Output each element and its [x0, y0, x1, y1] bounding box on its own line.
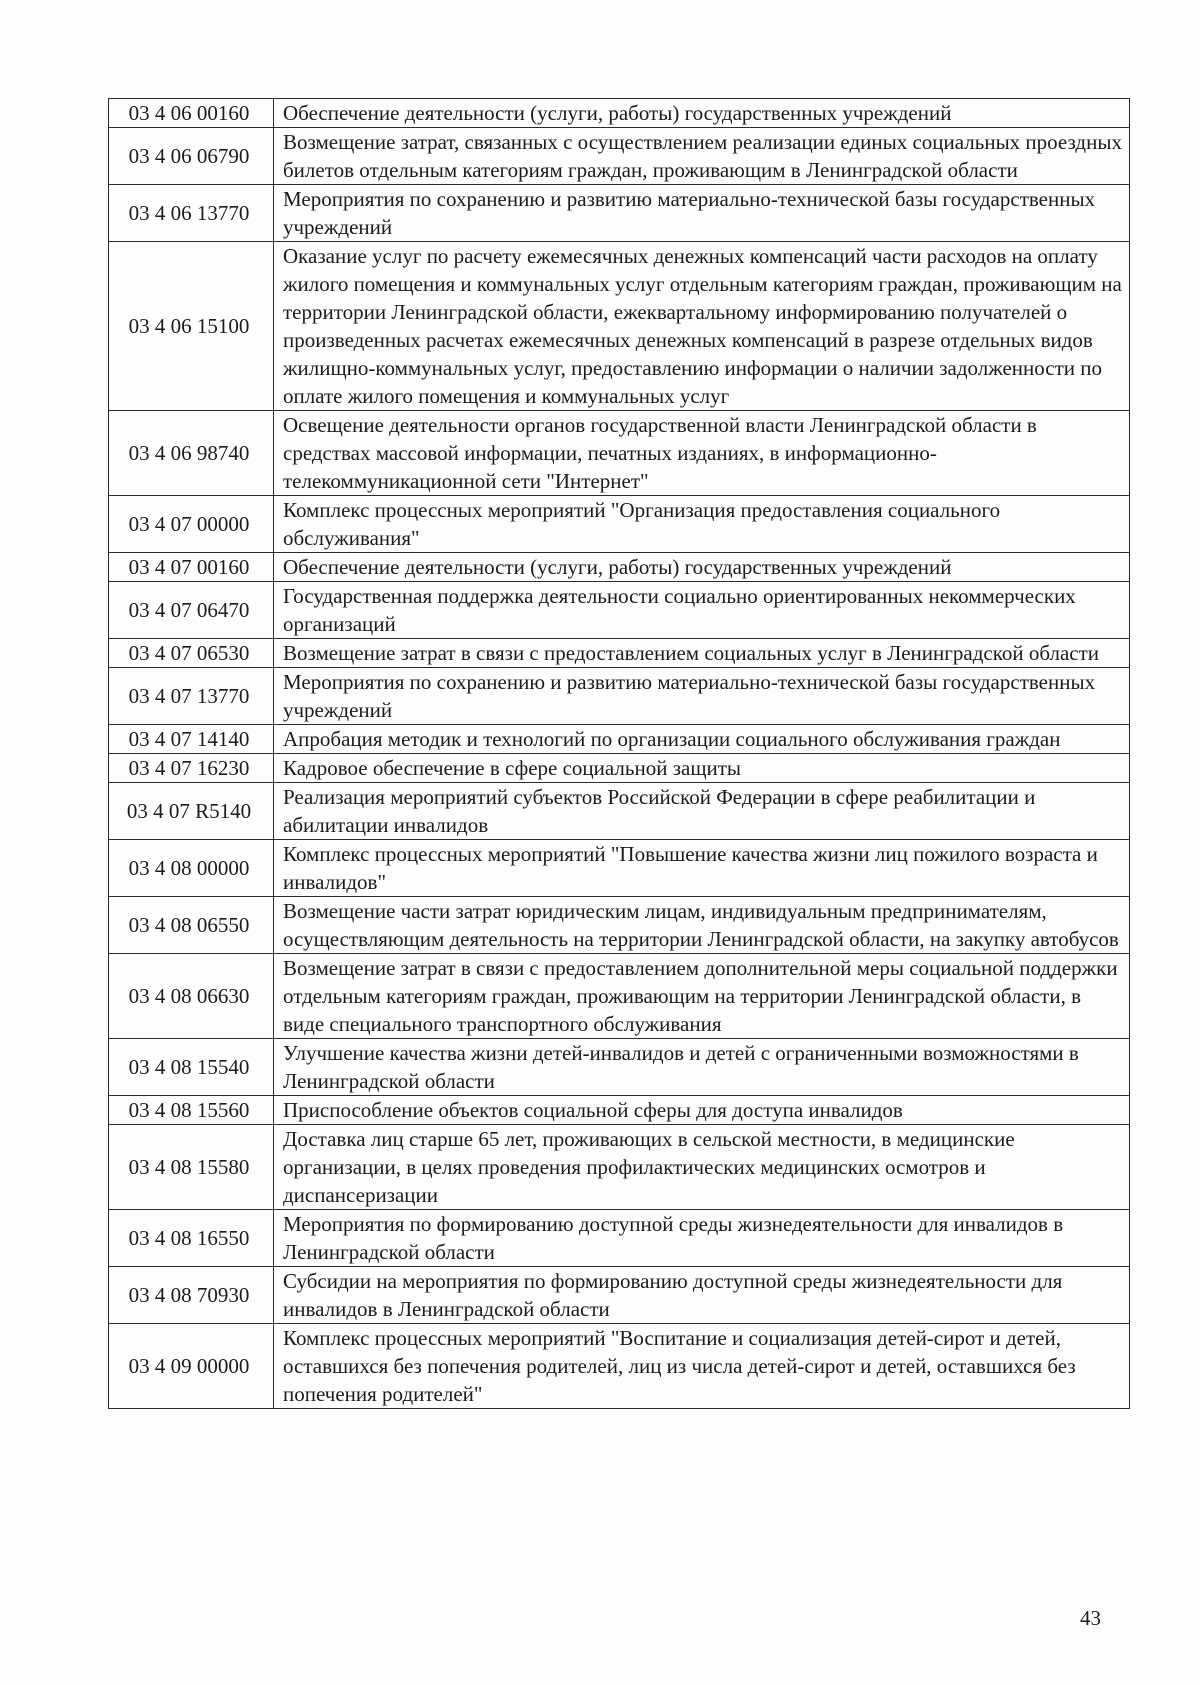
table-row [109, 897, 1130, 954]
table-row [109, 783, 1130, 840]
table-row [109, 185, 1130, 242]
description-cell: Комплекс процессных мероприятий "Повышение качества жизни лиц пожилого возраста и инвалидов" [274, 840, 1130, 897]
budget-code-cell: 03 4 09 00000 [109, 1324, 274, 1409]
table-row [109, 582, 1130, 639]
description-cell: Мероприятия по сохранению и развитию материально-технической базы государственных учреждений [274, 185, 1130, 242]
budget-code-cell: 03 4 07 13770 [109, 668, 274, 725]
table-row [109, 128, 1130, 185]
budget-code-cell: 03 4 07 06470 [109, 582, 274, 639]
description-cell: Субсидии на мероприятия по формированию доступной среды жизнедеятельности для инвалидов в Ленинградской области [274, 1267, 1130, 1324]
description-cell: Возмещение затрат в связи с предоставлением социальных услуг в Ленинградской области [274, 639, 1130, 668]
description-cell: Комплекс процессных мероприятий "Организация предоставления социального обслуживания" [274, 496, 1130, 553]
page-number: 43 [1080, 1606, 1101, 1630]
description-cell: Возмещение затрат в связи с предоставлением дополнительной меры социальной поддержки отдельным категориям граждан, проживающим на территории Ленинградской области, в виде специального транспортного обслуживания [274, 954, 1130, 1039]
description-cell: Апробация методик и технологий по организации социального обслуживания граждан [274, 725, 1130, 754]
budget-code-cell: 03 4 06 98740 [109, 411, 274, 496]
table-row [109, 1324, 1130, 1409]
table-row [109, 840, 1130, 897]
description-cell: Мероприятия по формированию доступной среды жизнедеятельности для инвалидов в Ленинградской области [274, 1210, 1130, 1267]
budget-code-cell: 03 4 08 16550 [109, 1210, 274, 1267]
description-cell: Реализация мероприятий субъектов Российской Федерации в сфере реабилитации и абилитации инвалидов [274, 783, 1130, 840]
budget-code-cell: 03 4 06 06790 [109, 128, 274, 185]
budget-code-cell: 03 4 06 00160 [109, 99, 274, 128]
budget-code-cell: 03 4 06 15100 [109, 242, 274, 411]
table-body [109, 99, 1130, 1409]
budget-code-cell: 03 4 08 70930 [109, 1267, 274, 1324]
budget-code-cell: 03 4 07 R5140 [109, 783, 274, 840]
description-cell: Освещение деятельности органов государственной власти Ленинградской области в средствах массовой информации, печатных изданиях, в информационно-телекоммуникационной сети "Интернет" [274, 411, 1130, 496]
description-cell: Комплекс процессных мероприятий "Воспитание и социализация детей-сирот и детей, оставшихся без попечения родителей, лиц из числа детей-сирот и детей, оставшихся без попечения родителей" [274, 1324, 1130, 1409]
description-cell: Государственная поддержка деятельности социально ориентированных некоммерческих организаций [274, 582, 1130, 639]
budget-code-cell: 03 4 08 15560 [109, 1096, 274, 1125]
description-cell: Приспособление объектов социальной сферы для доступа инвалидов [274, 1096, 1130, 1125]
table-row [109, 639, 1130, 668]
budget-code-cell: 03 4 08 00000 [109, 840, 274, 897]
budget-code-cell: 03 4 08 06630 [109, 954, 274, 1039]
budget-code-cell: 03 4 07 16230 [109, 754, 274, 783]
budget-code-cell: 03 4 08 06550 [109, 897, 274, 954]
table-row [109, 668, 1130, 725]
description-cell: Возмещение части затрат юридическим лицам, индивидуальным предпринимателям, осуществляющим деятельность на территории Ленинградской области, на закупку автобусов [274, 897, 1130, 954]
description-cell: Мероприятия по сохранению и развитию материально-технической базы государственных учреждений [274, 668, 1130, 725]
table-row [109, 553, 1130, 582]
table-row [109, 242, 1130, 411]
table-row [109, 1210, 1130, 1267]
budget-code-cell: 03 4 06 13770 [109, 185, 274, 242]
description-cell: Возмещение затрат, связанных с осуществлением реализации единых социальных проездных билетов отдельным категориям граждан, проживающим в Ленинградской области [274, 128, 1130, 185]
table-row [109, 1125, 1130, 1210]
table-row [109, 411, 1130, 496]
table-row [109, 1039, 1130, 1096]
description-cell: Оказание услуг по расчету ежемесячных денежных компенсаций части расходов на оплату жилого помещения и коммунальных услуг отдельным категориям граждан, проживающим на территории Ленинградской области, ежеквартальному информированию получателей о произведенных расчетах ежемесячных денежных компенсаций в разрезе отдельных видов жилищно-коммунальных услуг, предоставлению информации о наличии задолженности по оплате жилого помещения и коммунальных услуг [274, 242, 1130, 411]
budget-code-cell: 03 4 08 15580 [109, 1125, 274, 1210]
description-cell: Улучшение качества жизни детей-инвалидов и детей с ограниченными возможностями в Ленинградской области [274, 1039, 1130, 1096]
table-row [109, 725, 1130, 754]
budget-code-cell: 03 4 07 00000 [109, 496, 274, 553]
budget-code-cell: 03 4 07 14140 [109, 725, 274, 754]
description-cell: Обеспечение деятельности (услуги, работы) государственных учреждений [274, 99, 1130, 128]
description-cell: Кадровое обеспечение в сфере социальной защиты [274, 754, 1130, 783]
table-row [109, 1267, 1130, 1324]
table-row [109, 954, 1130, 1039]
budget-code-cell: 03 4 07 06530 [109, 639, 274, 668]
description-cell: Обеспечение деятельности (услуги, работы) государственных учреждений [274, 553, 1130, 582]
budget-code-cell: 03 4 08 15540 [109, 1039, 274, 1096]
table-row [109, 496, 1130, 553]
table-row [109, 754, 1130, 783]
table-row [109, 99, 1130, 128]
budget-code-cell: 03 4 07 00160 [109, 553, 274, 582]
table-row [109, 1096, 1130, 1125]
budget-codes-table [108, 98, 1130, 1409]
description-cell: Доставка лиц старше 65 лет, проживающих в сельской местности, в медицинские организации, в целях проведения профилактических медицинских осмотров и диспансеризации [274, 1125, 1130, 1210]
